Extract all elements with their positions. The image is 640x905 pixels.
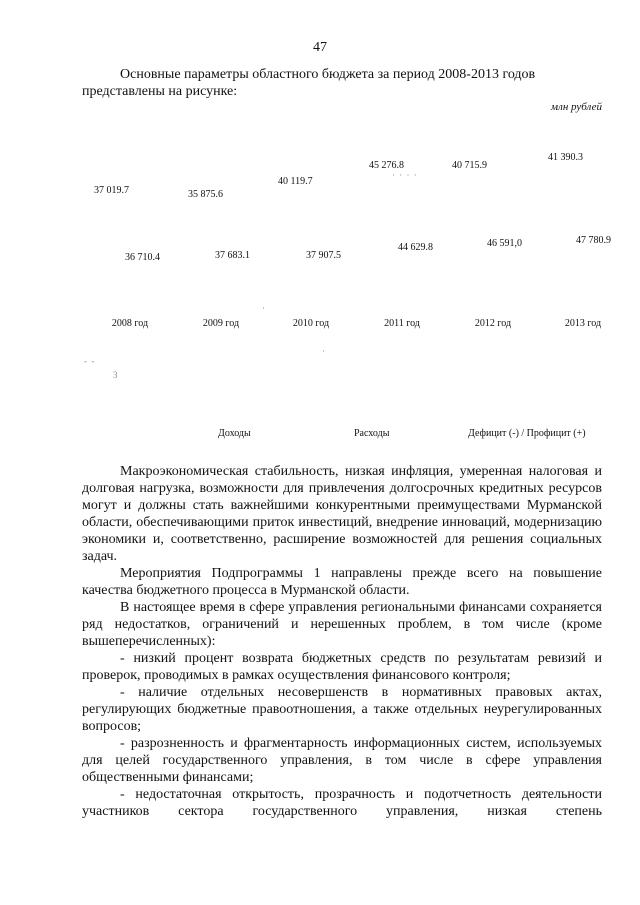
faint-dots: - - <box>84 356 96 366</box>
category-label-2011: 2011 год <box>384 318 420 329</box>
intro-line-1: Основные параметры областного бюджета за период 2008-2013 годов <box>120 67 536 82</box>
list-item: - наличие отдельных несовершенств в нормативных правовых актах, регулирующих бюджетные правоотношения, а также отдельных неурегулированных вопросов; <box>82 685 602 734</box>
faint-dots: · <box>262 303 266 313</box>
intro-paragraph <box>82 66 602 100</box>
list-item: - низкий процент возврата бюджетных средств по результатам ревизий и проверок, проводимых в рамках осуществления финансового контроля; <box>82 651 602 683</box>
income-label-2011: 44 629.8 <box>398 242 433 253</box>
legend-balance: Дефицит (-) / Профицит (+) <box>468 428 586 439</box>
expense-label-2009: 35 875.6 <box>188 189 223 200</box>
expense-label-2008: 37 019.7 <box>94 185 129 196</box>
category-label-2009: 2009 год <box>202 318 240 329</box>
category-label-2012: 2012 год <box>474 318 512 329</box>
category-label-2008: 2008 год <box>111 318 149 329</box>
list-item: - недостаточная открытость, прозрачность и подотчетность деятельности участников сектора государственного управления, низкая степень <box>82 787 602 819</box>
faint-dots: · <box>322 346 326 356</box>
expense-label-2010: 40 119.7 <box>278 176 313 187</box>
paragraph: Макроэкономическая стабильность, низкая инфляция, умеренная налоговая и долговая нагрузка, возможности для привлечения долгосрочных кредитных ресурсов могут и должны стать важнейшими конкурентными преимуществами Мурманской области, обеспечивающими приток инвестиций, внедрение инноваций, модернизацию экономики и, соответственно, расширение возможностей для решения социальных задач. <box>82 464 602 564</box>
list-item: - разрозненность и фрагментарность информационных систем, используемых для целей государственного управления, в том числе в сфере управления общественными финансами; <box>82 736 602 785</box>
legend-income: Доходы <box>218 428 251 439</box>
chart-unit: млн рублей <box>551 101 602 113</box>
paragraph: Мероприятия Подпрограммы 1 направлены прежде всего на повышение качества бюджетного процесса в Мурманской области. <box>82 566 602 598</box>
income-label-2008: 36 710.4 <box>125 252 160 263</box>
income-label-2012: 46 591,0 <box>487 238 522 249</box>
income-label-2013: 47 780.9 <box>576 235 611 246</box>
paragraph: В настоящее время в сфере управления региональными финансами сохраняется ряд недостатков, ограничений и нерешенных проблем, в том числе (кроме вышеперечисленных): <box>82 600 602 649</box>
expense-label-2012: 40 715.9 <box>452 160 487 171</box>
intro-line-2: представлены на рисунке: <box>82 84 238 99</box>
expense-label-2011: 45 276.8 <box>369 160 404 171</box>
income-label-2009: 37 683.1 <box>215 250 250 261</box>
faint-dots: · · · · <box>392 170 418 180</box>
legend-expenses: Расходы <box>354 428 390 439</box>
category-label-2013: 2013 год <box>564 318 602 329</box>
faint-mark: 3 <box>113 370 119 380</box>
income-label-2010: 37 907.5 <box>306 250 341 261</box>
page-number: 47 <box>313 40 327 55</box>
expense-label-2013: 41 390.3 <box>548 152 583 163</box>
body-text <box>82 463 602 820</box>
category-label-2010: 2010 год <box>292 318 330 329</box>
